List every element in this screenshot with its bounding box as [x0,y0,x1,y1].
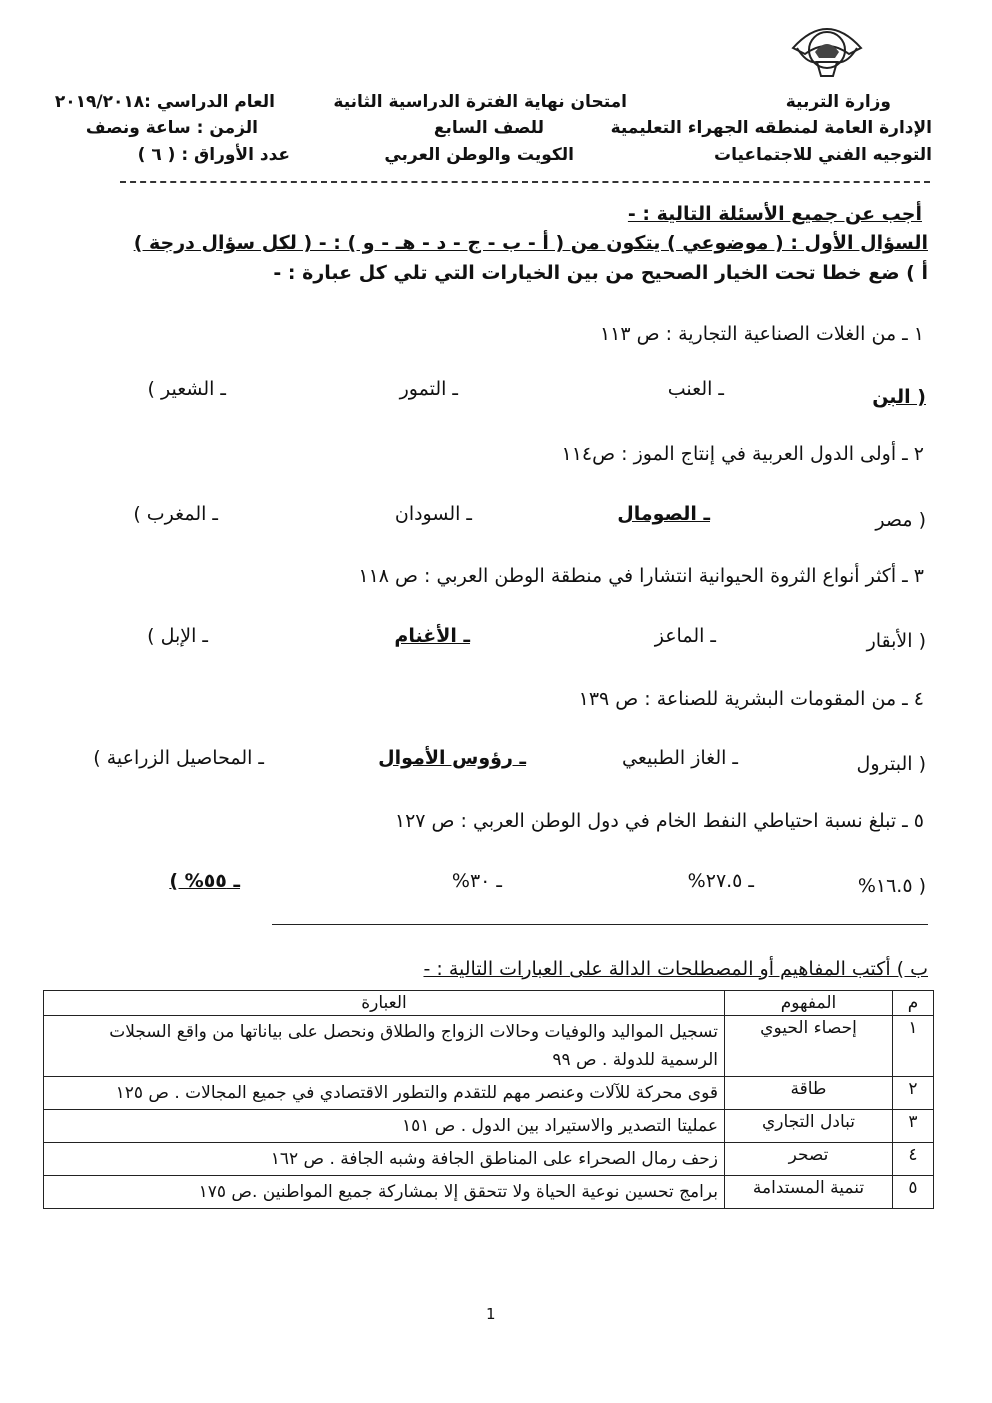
row-statement: قوى محركة للآلات وعنصر مهم للتقدم والتطور الاقتصادي في جميع المجالات . ص ١٢٥ [44,1077,725,1110]
header-statement: العبارة [44,991,725,1016]
part-b-title: ب ) أكتب المفاهيم أو المصطلحات الدالة على العبارات التالية : - [423,958,928,980]
table-row [44,1143,934,1176]
table-row [44,1077,934,1110]
item-3-option-3: ـ الأغنام [394,625,470,647]
item-5-stem: ٥ ـ تبلغ نسبة احتياطي النفط الخام في دول الوطن العربي : ص ١٢٧ [394,810,924,832]
row-concept: تصحر [725,1143,893,1176]
academic-year: العام الدراسي :٢٠١٩/٢٠١٨ [54,92,275,112]
item-1-option-2: ـ العنب [667,378,724,400]
row-number: ٤ [893,1143,934,1176]
row-statement: زحف رمال الصحراء على المناطق الجافة وشبه الجافة . ص ١٦٢ [44,1143,725,1176]
page-number: 1 [486,1305,496,1323]
table-row [44,1016,934,1077]
item-2-stem: ٢ ـ أولى الدول العربية في إنتاج الموز : ص١١٤ [561,443,924,465]
header-number: م [893,991,934,1016]
item-5-option-1: ( ١٦.٥% [857,875,926,897]
row-concept: تنمية المستدامة [725,1176,893,1209]
exam-title: امتحان نهاية الفترة الدراسية الثانية [333,92,627,112]
row-concept: إحصاء الحيوي [725,1016,893,1077]
header-divider [120,181,930,183]
table-row [44,1176,934,1209]
item-1-stem: ١ ـ من الغلات الصناعية التجارية : ص ١١٣ [599,323,924,345]
item-5-option-2: ـ ٢٧.٥% [687,870,754,892]
grade-label: للصف السابع [433,118,544,138]
row-number: ٥ [893,1176,934,1209]
row-number: ١ [893,1016,934,1077]
item-1-option-1: ( البن [872,386,926,408]
item-3-stem: ٣ ـ أكثر أنواع الثروة الحيوانية انتشارا في منطقة الوطن العربي : ص ١١٨ [358,565,924,587]
row-statement: عمليتا التصدير والاستيراد بين الدول . ص ١٥١ [44,1110,725,1143]
item-2-option-1: ( مصر [875,509,926,531]
table-header-row [44,991,934,1016]
part-a-title: أ ) ضع خطا تحت الخيار الصحيح من بين الخيارات التي تلي كل عبارة : - [273,262,928,284]
page-count: عدد الأوراق : ( ٦ ) [137,145,290,165]
item-4-option-4: ـ المحاصيل الزراعية ) [93,747,264,769]
item-1-option-3: ـ التمور [399,378,458,400]
row-number: ٢ [893,1077,934,1110]
subject-name: الكويت والوطن العربي [384,145,574,165]
row-statement: تسجيل المواليد والوفيات وحالات الزواج والطلاق ونحصل على بياناتها من واقع السجلات الرسمية للدولة . ص ٩٩ [44,1016,725,1077]
row-concept: طاقة [725,1077,893,1110]
item-2-option-3: ـ السودان [394,503,472,525]
item-5-option-4: ـ ٥٥% ) [169,870,240,892]
item-5-option-3: ـ ٣٠% [451,870,502,892]
district-name: الإدارة العامة لمنطقه الجهراء التعليمية [610,118,932,138]
row-number: ٣ [893,1110,934,1143]
section-divider [272,924,928,925]
item-4-option-2: ـ الغاز الطبيعي [622,747,738,769]
table-row [44,1110,934,1143]
question1-title: السؤال الأول : ( موضوعي ) يتكون من ( أ - ب - ج - د - هـ - و ) : - ( لكل سؤال درجة ) [133,232,928,254]
item-4-option-3: ـ رؤوس الأموال [378,747,526,769]
instructions: أجب عن جميع الأسئلة التالية : - [627,203,922,225]
item-3-option-4: ـ الإبل ) [147,625,208,647]
row-statement: برامج تحسين نوعية الحياة ولا تتحقق إلا بمشاركة جميع المواطنين .ص ١٧٥ [44,1176,725,1209]
concepts-table [43,990,934,1209]
item-1-option-4: ـ الشعير ) [147,378,226,400]
header-concept: المفهوم [725,991,893,1016]
ministry-name: وزارة التربية [785,92,891,112]
row-concept: تبادل التجاري [725,1110,893,1143]
exam-duration: الزمن : ساعة ونصف [85,118,258,138]
department-name: التوجيه الفني للاجتماعيات [713,145,932,165]
item-3-option-1: ( الأبقار [866,630,926,652]
item-4-stem: ٤ ـ من المقومات البشرية للصناعة : ص ١٣٩ [578,688,924,710]
item-2-option-2: ـ الصومال [617,503,710,525]
item-4-option-1: ( البترول [856,753,926,775]
item-2-option-4: ـ المغرب ) [133,503,218,525]
kuwait-emblem-icon [787,18,867,82]
item-3-option-2: ـ الماعز [654,625,716,647]
